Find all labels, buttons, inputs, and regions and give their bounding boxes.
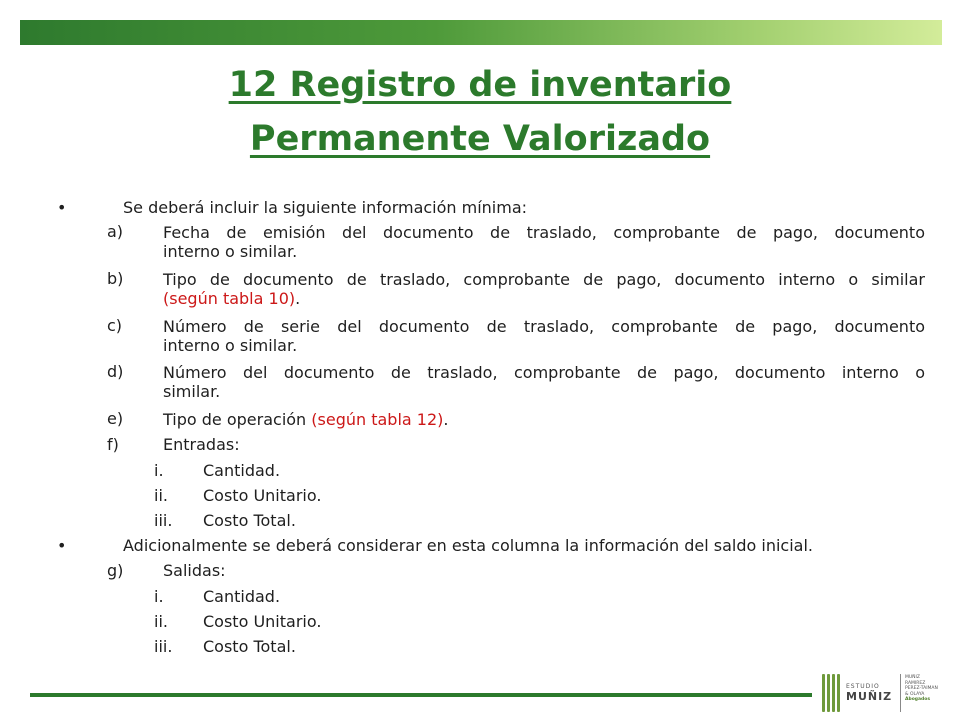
item-text: Salidas:	[163, 561, 226, 580]
sub-item-text: Costo Unitario.	[203, 612, 322, 631]
bullet-dot: •	[57, 536, 67, 555]
item-text	[163, 363, 925, 401]
table-reference: (según tabla 12)	[311, 410, 444, 429]
bullet-text: Se deberá incluir la siguiente información mínima:	[123, 198, 528, 217]
bottom-divider	[30, 693, 812, 697]
item-text	[163, 317, 925, 355]
table-reference: (según tabla 10)	[163, 289, 296, 308]
logo-estudio: ESTUDIO	[846, 683, 880, 690]
sub-item-text: Costo Unitario.	[203, 486, 322, 505]
title-line-2: Permanente Valorizado	[249, 119, 711, 159]
item-line-end: .	[443, 410, 449, 429]
item-text-main: Tipo de operación	[163, 410, 307, 429]
logo-tagline: Abogados	[905, 697, 931, 702]
item-text	[163, 410, 925, 429]
sub-item-number: i.	[154, 461, 164, 480]
item-line-2: interno o similar.	[163, 242, 298, 261]
item-label: d)	[107, 362, 124, 381]
sub-item-number: i.	[154, 587, 164, 606]
item-label: c)	[107, 316, 123, 335]
sub-item-text: Costo Total.	[203, 637, 296, 656]
item-line-1: Fecha de emisión del documento de traslado, comprobante de pago, documento	[163, 223, 925, 242]
sub-item-number: ii.	[154, 612, 168, 631]
item-line-2: similar.	[163, 382, 221, 401]
logo-separator	[900, 674, 901, 712]
item-line-2	[163, 289, 925, 308]
logo-firm-line: PEREZ-TAIMAN	[905, 686, 938, 691]
item-text	[163, 223, 925, 261]
logo-firm-line: MUÑIZ	[905, 675, 920, 680]
logo-firm-line: & OLAYA	[905, 691, 925, 697]
sub-item-number: ii.	[154, 486, 168, 505]
item-text	[163, 270, 925, 308]
item-label: b)	[107, 269, 124, 288]
item-line-1: Tipo de documento de traslado, comprobante de pago, documento interno o similar	[163, 270, 925, 289]
bullet-dot: •	[57, 198, 67, 217]
sub-item-text: Cantidad.	[203, 461, 281, 480]
item-line-2: interno o similar.	[163, 336, 298, 355]
sub-item-text: Cantidad.	[203, 587, 281, 606]
sub-item-number: iii.	[154, 637, 173, 656]
item-line-1: Número de serie del documento de traslado, comprobante de pago, documento	[163, 317, 925, 336]
item-text: Entradas:	[163, 435, 240, 454]
logo-firm-line: RAMIREZ	[905, 680, 926, 686]
firm-logo	[822, 672, 947, 714]
logo-name: MUÑIZ	[846, 690, 893, 703]
item-line-end: .	[295, 289, 301, 308]
logo-firm-names	[905, 675, 945, 703]
item-line-1: Número del documento de traslado, comprobante de pago, documento interno o	[163, 363, 925, 382]
title-line-1: 12 Registro de inventario	[228, 65, 732, 105]
item-label: e)	[107, 409, 124, 428]
bullet-text: Adicionalmente se deberá considerar en esta columna la información del saldo inicial.	[123, 536, 813, 555]
item-label: f)	[107, 435, 119, 454]
logo-bars-icon	[822, 674, 840, 712]
item-line-1	[163, 410, 925, 429]
sub-item-text: Costo Total.	[203, 511, 296, 530]
sub-item-number: iii.	[154, 511, 173, 530]
item-label: g)	[107, 561, 124, 580]
item-label: a)	[107, 222, 124, 241]
